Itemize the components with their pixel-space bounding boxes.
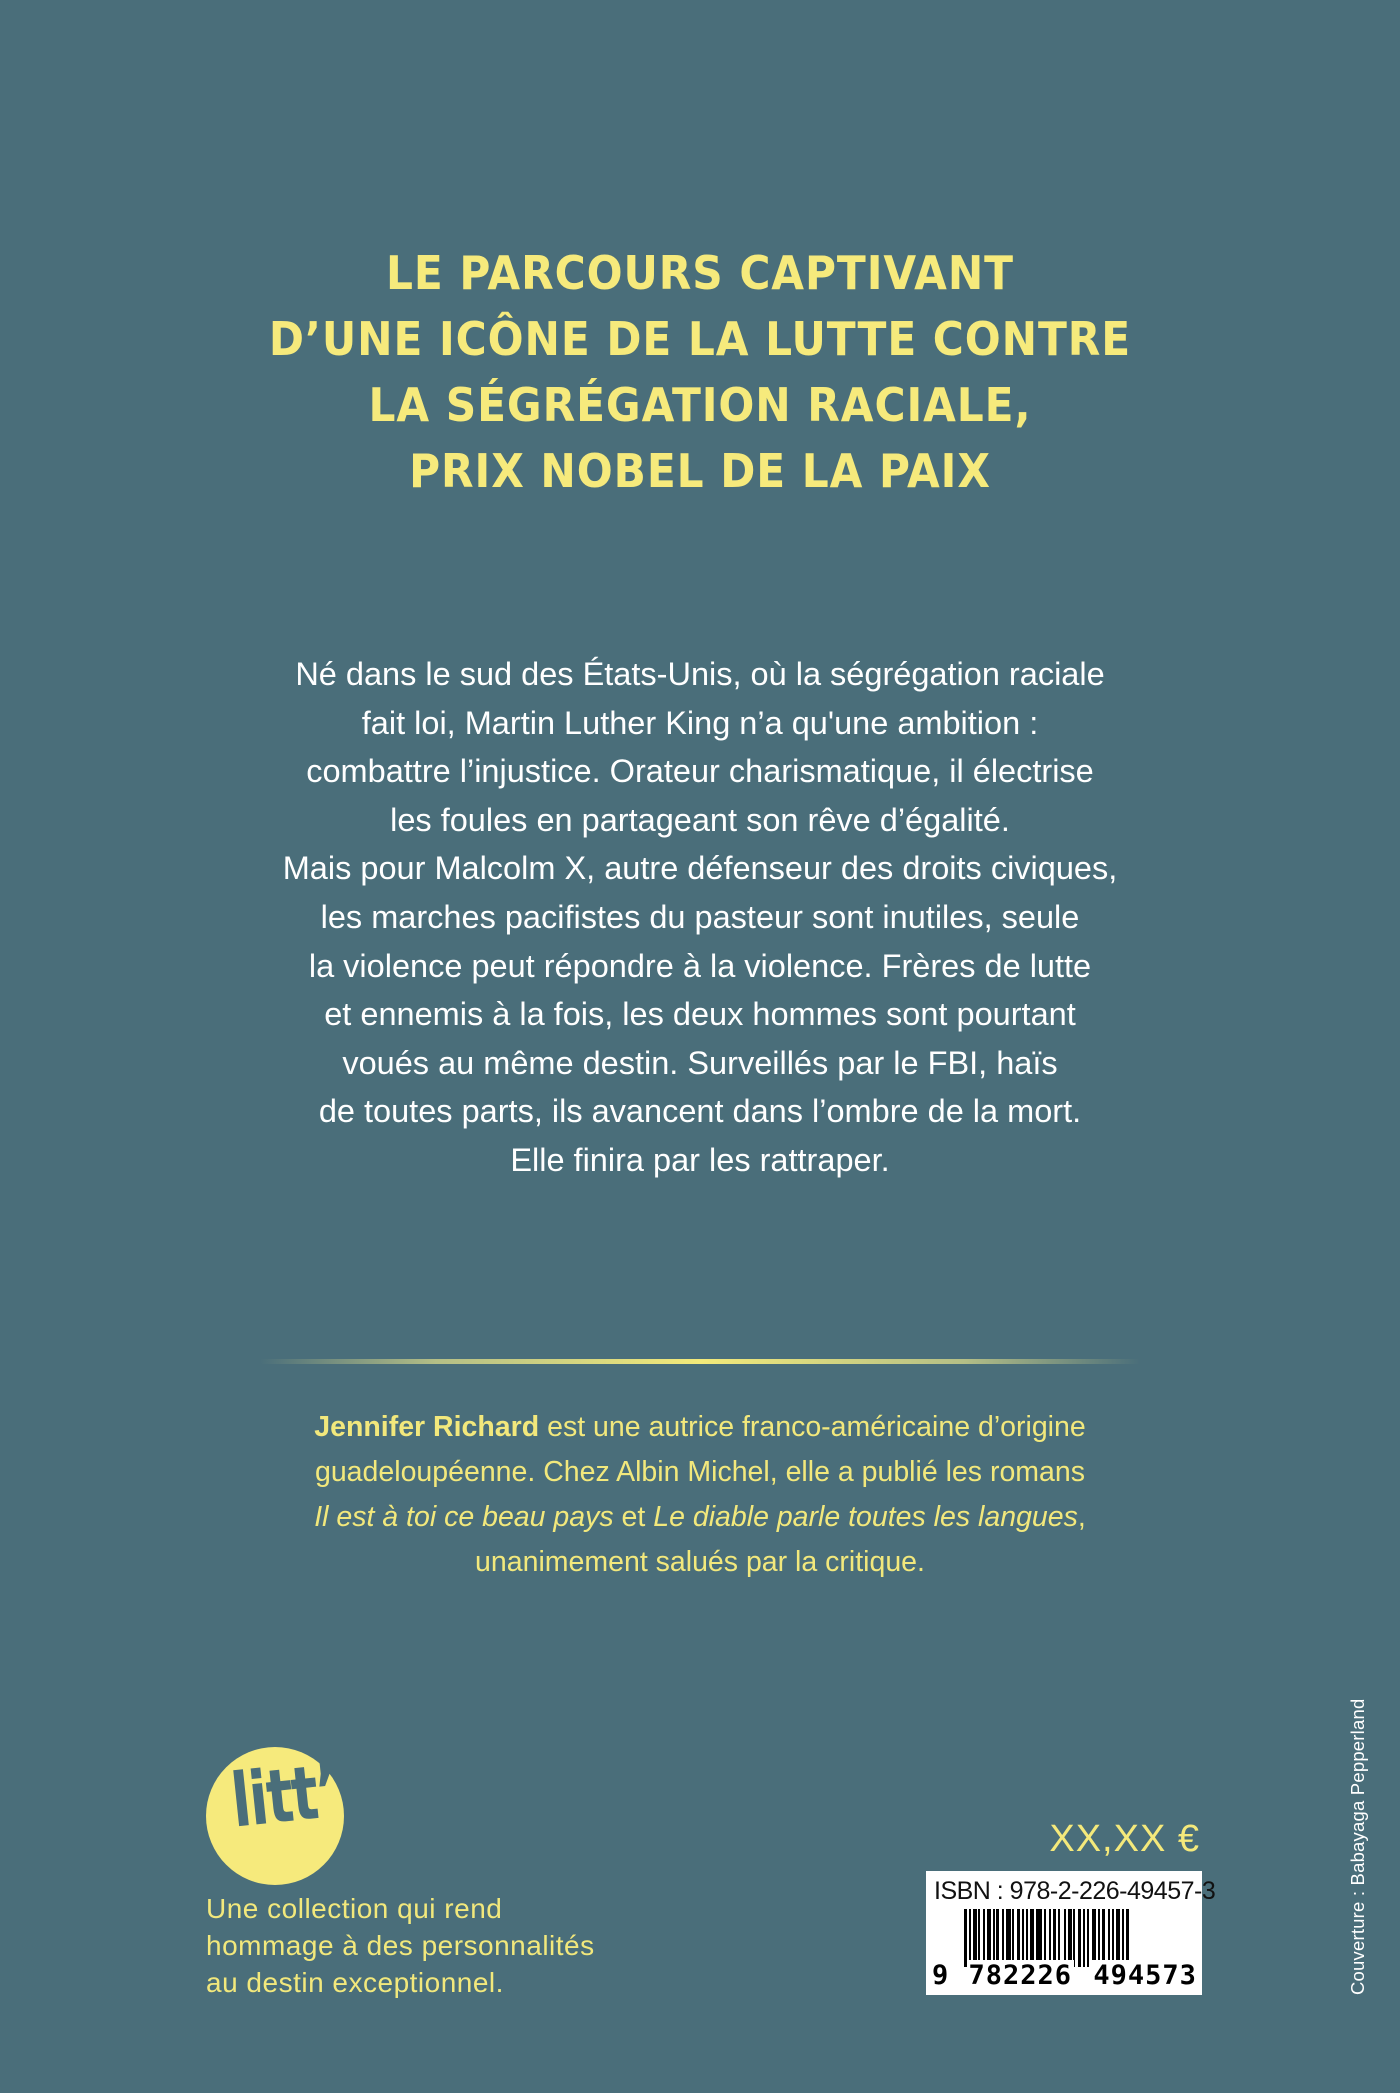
collection-line: hommage à des personnalités xyxy=(206,1930,595,1961)
bio-line: guadeloupéenne. Chez Albin Michel, elle a publié les romans xyxy=(314,1456,1085,1488)
ean-left-group: 782226 xyxy=(968,1960,1073,1991)
bio-text: , xyxy=(1077,1501,1086,1533)
synopsis-line: Elle finira par les rattraper. xyxy=(510,1141,890,1178)
tagline-line: PRIX NOBEL DE LA PAIX xyxy=(409,444,991,498)
synopsis xyxy=(0,650,1400,1185)
divider-line xyxy=(260,1359,1140,1364)
synopsis-line: la violence peut répondre à la violence. Frères de lutte xyxy=(308,947,1092,984)
synopsis-line: les foules en partageant son rêve d’égalité. xyxy=(390,801,1010,838)
synopsis-line: combattre l’injustice. Orateur charismatique, il électrise xyxy=(306,753,1094,790)
bio-text: et xyxy=(613,1501,654,1533)
bio-text: est une autrice franco-américaine d’origine xyxy=(539,1411,1086,1443)
synopsis-line: fait loi, Martin Luther King n’a qu'une ambition : xyxy=(361,704,1039,741)
author-name: Jennifer Richard xyxy=(314,1411,540,1443)
collection-description xyxy=(206,1890,595,2001)
synopsis-line: voués au même destin. Surveillés par le FBI, haïs xyxy=(342,1044,1058,1081)
ean-first-digit: 9 xyxy=(932,1960,950,1991)
bio-line xyxy=(0,1405,1400,1450)
barcode-panel xyxy=(926,1871,1216,1995)
tagline-line: D’UNE ICÔNE DE LA LUTTE CONTRE xyxy=(268,312,1132,366)
collection-line: Une collection qui rend xyxy=(206,1893,503,1924)
cover-credit: Couverture : Babayaga Pepperland xyxy=(1347,1698,1368,1995)
synopsis-line: et ennemis à la fois, les deux hommes sont pourtant xyxy=(324,996,1076,1033)
tagline-line: LE PARCOURS CAPTIVANT xyxy=(386,246,1014,300)
collection-logo xyxy=(206,1747,344,1885)
ean-number xyxy=(932,1960,1199,1991)
collection-line: au destin exceptionnel. xyxy=(206,1967,504,1998)
book-title: Il est à toi ce beau pays xyxy=(314,1501,614,1533)
price: XX,XX € xyxy=(1049,1818,1200,1860)
author-bio xyxy=(0,1405,1400,1585)
synopsis-line: les marches pacifistes du pasteur sont inutiles, seule xyxy=(320,898,1080,935)
logo-text: litt’ xyxy=(227,1748,341,1845)
tagline xyxy=(56,240,1344,504)
synopsis-line: Mais pour Malcolm X, autre défenseur des droits civiques, xyxy=(282,850,1118,887)
synopsis-line: de toutes parts, ils avancent dans l’ombre de la mort. xyxy=(318,1093,1082,1130)
bio-line: unanimement salués par la critique. xyxy=(475,1546,925,1578)
barcode-icon xyxy=(964,1909,1192,1967)
ean-right-group: 494573 xyxy=(1093,1960,1197,1991)
bio-line xyxy=(0,1495,1400,1540)
isbn-label: ISBN : 978-2-226-49457-3 xyxy=(934,1877,1216,1905)
synopsis-line: Né dans le sud des États-Unis, où la ségrégation raciale xyxy=(295,656,1105,692)
book-title: Le diable parle toutes les langues xyxy=(653,1501,1078,1533)
tagline-line: LA SÉGRÉGATION RACIALE, xyxy=(368,378,1032,432)
